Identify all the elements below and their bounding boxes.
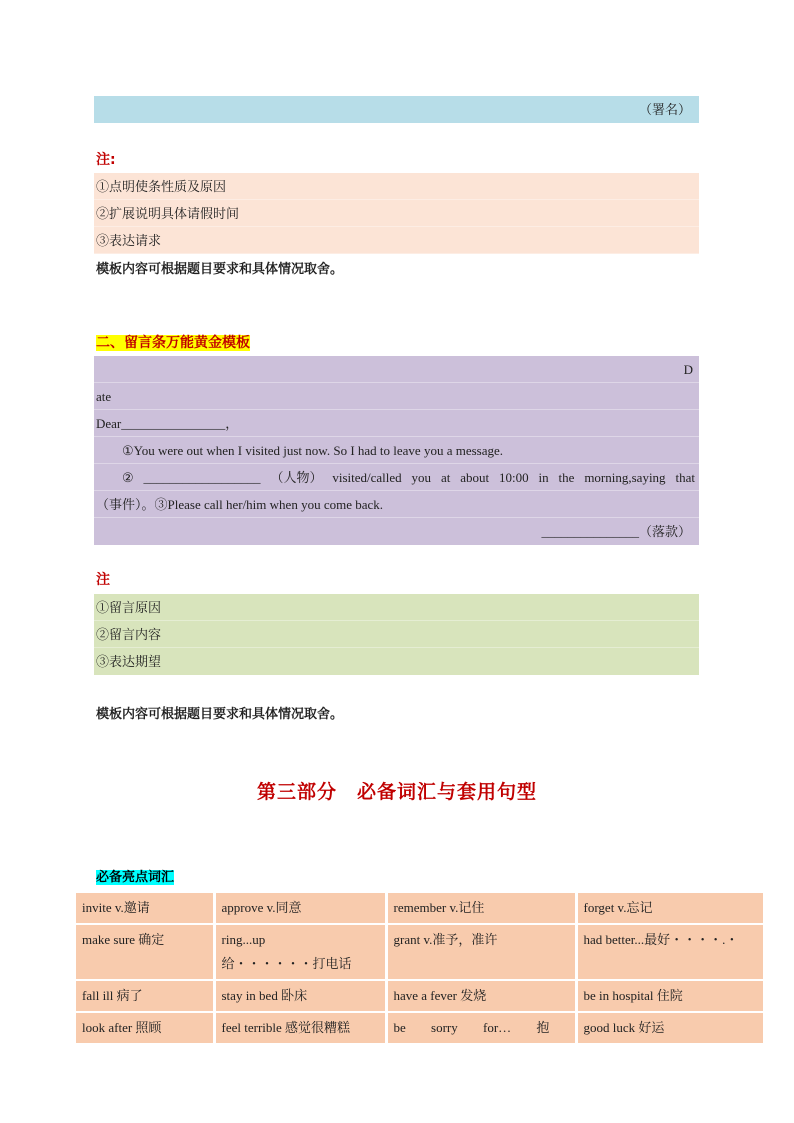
sign-line: _______________（落款）: [541, 524, 691, 539]
section-title-text: 二、留言条万能黄金模板: [96, 335, 250, 351]
vocab-cell: be sorry for… 抱: [386, 1012, 576, 1044]
table-row: [76, 1012, 763, 1044]
notes-box-1: [94, 173, 699, 254]
vocab-title: [96, 866, 174, 885]
notes-box-2: [94, 594, 699, 675]
section-title-2: [96, 332, 250, 352]
vocab-cell: look after 照顾: [76, 1012, 214, 1044]
w: 10:00: [499, 470, 529, 485]
vocab-cell: grant v.准予，准许: [386, 924, 576, 980]
vocab-table: [76, 893, 763, 1045]
note-item: ③表达请求: [94, 227, 699, 254]
w: ②: [122, 470, 134, 485]
footer-note-1: 模板内容可根据题目要求和具体情况取舍。: [96, 262, 344, 277]
vocab-title-text: 必备亮点词汇: [96, 870, 175, 885]
w: （人物）: [270, 470, 323, 485]
template-line-1: ①You were out when I visited just now. So I had to leave you a message.: [94, 437, 699, 464]
vocab-cell: have a fever 发烧: [386, 980, 576, 1012]
w: morning,saying: [584, 470, 666, 485]
section-heading-3: 第三部分 必备词汇与套用句型: [256, 781, 537, 803]
w: the: [558, 470, 575, 485]
table-row: [76, 893, 763, 924]
vocab-cell: approve v.同意: [214, 893, 386, 924]
template-box: [94, 356, 699, 545]
w: at: [440, 470, 451, 485]
vocab-cell: ring...up 给・・・・・・打电话: [214, 924, 386, 980]
vocab-cell: fall ill 病了: [76, 980, 214, 1012]
w: that: [675, 470, 695, 485]
w: you: [411, 470, 432, 485]
note-title-2: 注: [96, 572, 110, 588]
note-item: ③表达期望: [96, 654, 162, 669]
signature-band: [94, 96, 699, 123]
dear-line: Dear________________，: [94, 410, 699, 437]
note-title-1: 注:: [96, 152, 116, 168]
date-rest: ate: [94, 383, 699, 410]
w: in: [538, 470, 549, 485]
vocab-cell: had better...最好・・・・.・: [576, 924, 763, 980]
w: visited/called: [332, 470, 402, 485]
date-d: D: [94, 356, 699, 383]
vocab-cell: remember v.记住: [386, 893, 576, 924]
template-line-3: （事件）。③Please call her/him when you come back.: [94, 491, 699, 518]
note-item: ①点明使条性质及原因: [94, 173, 699, 200]
w: about: [460, 470, 490, 485]
vocab-cell: feel terrible 感觉很糟糕: [214, 1012, 386, 1044]
signature-text: （署名）: [638, 102, 691, 117]
table-row: [76, 924, 763, 980]
vocab-cell: stay in bed 卧床: [214, 980, 386, 1012]
note-item: ②留言内容: [94, 621, 699, 648]
w: __________________: [143, 470, 261, 485]
vocab-cell: invite v.邀请: [76, 893, 214, 924]
vocab-cell: good luck 好运: [576, 1012, 763, 1044]
note-item: ①留言原因: [94, 594, 699, 621]
vocab-cell: make sure 确定: [76, 924, 214, 980]
note-item: ②扩展说明具体请假时间: [94, 200, 699, 227]
table-row: [76, 980, 763, 1012]
vocab-cell: forget v.忘记: [576, 893, 763, 924]
vocab-cell: be in hospital 住院: [576, 980, 763, 1012]
footer-note-2: 模板内容可根据题目要求和具体情况取舍。: [96, 707, 344, 722]
template-line-2: [94, 464, 699, 491]
